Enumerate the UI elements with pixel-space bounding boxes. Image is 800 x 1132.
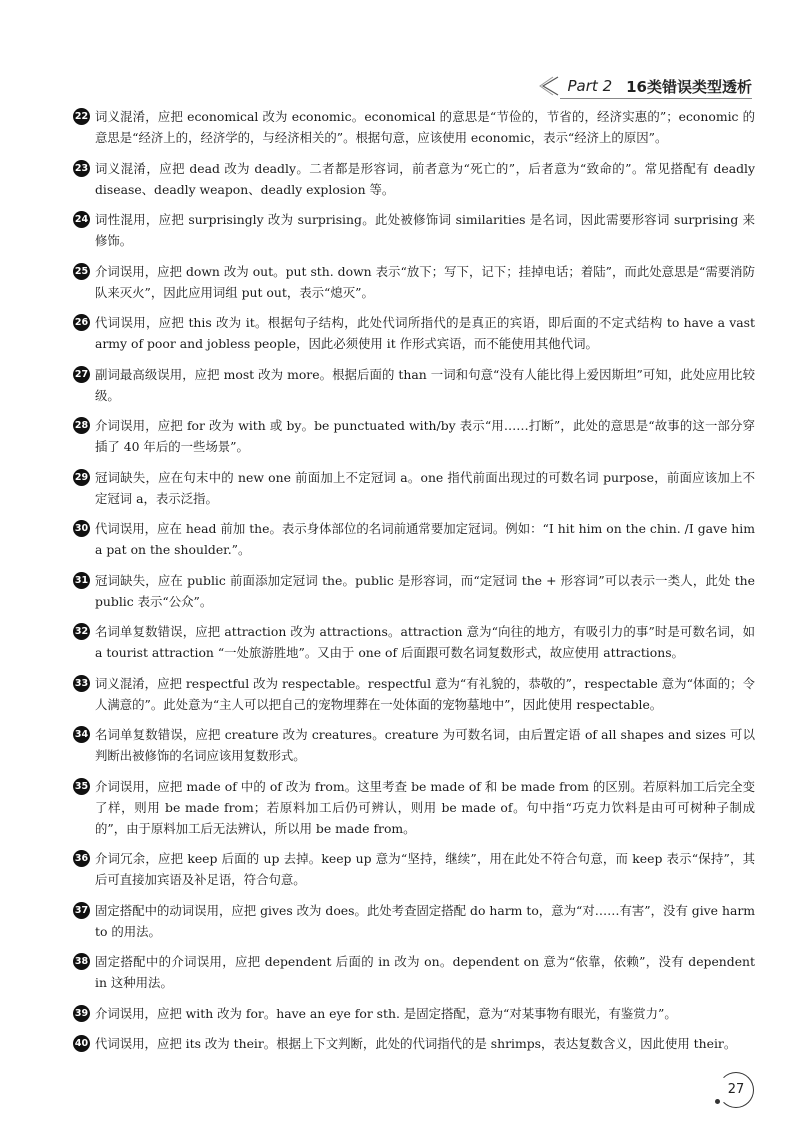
item-number-badge: 28 xyxy=(73,417,90,434)
item-text: 介词误用，应把 with 改为 for。have an eye for sth. 是固定搭配，意为“对某事物有眼光，有鉴赏力”。 xyxy=(95,1005,677,1021)
item-number-badge: 36 xyxy=(73,850,90,867)
item-number-badge: 29 xyxy=(73,469,90,486)
answer-item xyxy=(73,467,755,509)
item-number-badge: 40 xyxy=(73,1035,90,1052)
item-text: 介词误用，应把 down 改为 out。put sth. down 表示“放下；写下，记下；挂掉电话；着陆”，而此处意思是“需要消防队来灭火”，因此应用词组 put out，表示“熄灭”。 xyxy=(95,263,755,300)
item-text: 词义混淆，应把 economical 改为 economic。economical 的意思是“节俭的，节省的，经济实惠的”；economic 的意思是“经济上的，经济学的，与经济相关的”。根据句意，应该使用 economic，表示“经济上的原因”。 xyxy=(95,109,755,145)
answer-item xyxy=(73,1003,755,1024)
item-number-badge: 23 xyxy=(73,160,90,177)
item-text: 名词单复数错误，应把 attraction 改为 attractions。attraction 意为“向往的地方，有吸引力的事”时是可数名词，如 a tourist attraction “一处旅游胜地”。又由于 one of 后面跟可数名词复数形式，故应使用 attractions。 xyxy=(95,624,755,660)
item-text: 名词单复数错误，应把 creature 改为 creatures。creature 为可数名词，由后置定语 of all shapes and sizes 可以判断出被修饰的名词应该用复数形式。 xyxy=(95,727,755,763)
section-title: 16类错误类型透析 xyxy=(626,77,752,96)
answer-item xyxy=(73,621,755,663)
item-number-badge: 34 xyxy=(73,726,90,743)
item-number-badge: 39 xyxy=(73,1005,90,1022)
item-text: 词义混淆，应把 respectful 改为 respectable。respectful 意为“有礼貌的，恭敬的”，respectable 意为“体面的；令人满意的”。此处意为“主人可以把自己的宠物埋葬在一处体面的宠物墓地中”，因此使用 respectable。 xyxy=(95,675,755,712)
page-number-dot xyxy=(715,1099,720,1104)
item-text: 代词误用，应把 its 改为 their。根据上下文判断，此处的代词指代的是 shrimps，表达复数含义，因此使用 their。 xyxy=(95,1036,737,1051)
answer-item xyxy=(73,951,755,993)
item-number-badge: 37 xyxy=(73,902,90,919)
answer-item xyxy=(73,106,755,148)
item-text: 代词误用，应在 head 前加 the。表示身体部位的名词前通常要加定冠词。例如：“I hit him on the chin. /I gave him a pat on the shoulder.”。 xyxy=(95,521,755,557)
answer-item xyxy=(73,158,755,200)
item-number-badge: 33 xyxy=(73,675,90,692)
answer-item xyxy=(73,673,755,715)
item-number-badge: 32 xyxy=(73,623,90,640)
answer-item xyxy=(73,570,755,612)
item-text: 固定搭配中的介词误用，应把 dependent 后面的 in 改为 on。dependent on 意为“依靠，依赖”，没有 dependent in 这种用法。 xyxy=(95,954,755,990)
answer-item xyxy=(73,776,755,839)
answer-item xyxy=(73,209,755,251)
item-text: 冠词缺失，应在 public 前面添加定冠词 the。public 是形容词，而“定冠词 the + 形容词”可以表示一类人，此处 the public 表示“公众”。 xyxy=(95,572,755,609)
answer-item xyxy=(73,312,755,354)
item-text: 代词误用，应把 this 改为 it。根据句子结构，此处代词所指代的是真正的宾语，即后面的不定式结构 to have a vast army of poor and jobless people，因此必须使用 it 作形式宾语，而不能使用其他代词。 xyxy=(95,315,755,351)
answer-item xyxy=(73,415,755,457)
item-number-badge: 31 xyxy=(73,572,90,589)
header-divider xyxy=(560,98,752,99)
item-number-badge: 26 xyxy=(73,314,90,331)
item-text: 介词误用，应把 made of 中的 of 改为 from。这里考查 be made of 和 be made from 的区别。若原料加工后完全变了样，则用 be made from；若原料加工后仍可辨认，则用 be made of。句中指“巧克力饮料是由可可树种子制成的”，由于原料加工后无法辨认，所以用 be made from。 xyxy=(95,778,755,836)
item-number-badge: 24 xyxy=(73,211,90,228)
item-text: 介词冗余，应把 keep 后面的 up 去掉。keep up 意为“坚持，继续”，用在此处不符合句意，而 keep 表示“保持”，其后可直接加宾语及补足语，符合句意。 xyxy=(95,851,755,887)
answer-item xyxy=(73,364,755,406)
item-number-badge: 25 xyxy=(73,263,90,280)
item-number-badge: 35 xyxy=(73,778,90,795)
item-number-badge: 27 xyxy=(73,366,90,383)
item-text: 介词误用，应把 for 改为 with 或 by。be punctuated with/by 表示“用……打断”，此处的意思是“故事的这一部分穿插了 40 年后的一些场景”。 xyxy=(95,418,755,454)
part-marker-icon xyxy=(538,74,562,98)
answer-item xyxy=(73,900,755,942)
answer-item xyxy=(73,724,755,766)
answer-item xyxy=(73,518,755,560)
item-number-badge: 22 xyxy=(73,108,90,125)
item-text: 词性混用，应把 surprisingly 改为 surprising。此处被修饰词 similarities 是名词，因此需要形容词 surprising 来修饰。 xyxy=(95,212,755,248)
page-header xyxy=(538,74,752,98)
answer-item xyxy=(73,848,755,890)
item-number-badge: 30 xyxy=(73,520,90,537)
item-text: 副词最高级误用，应把 most 改为 more。根据后面的 than 一词和句意“没有人能比得上爱因斯坦”可知，此处应用比较级。 xyxy=(95,366,755,403)
page-number: 27 xyxy=(718,1072,754,1108)
answer-list xyxy=(73,106,755,1064)
answer-item xyxy=(73,261,755,303)
item-number-badge: 38 xyxy=(73,953,90,970)
item-text: 词义混淆，应把 dead 改为 deadly。二者都是形容词，前者意为“死亡的”，后者意为“致命的”。常见搭配有 deadly disease、deadly weapon、deadly explosion 等。 xyxy=(95,160,755,197)
part-label: Part 2 xyxy=(567,77,613,95)
item-text: 冠词缺失，应在句末中的 new one 前面加上不定冠词 a。one 指代前面出现过的可数名词 purpose，前面应该加上不定冠词 a，表示泛指。 xyxy=(95,469,755,506)
item-text: 固定搭配中的动词误用，应把 gives 改为 does。此处考查固定搭配 do harm to，意为“对……有害”，没有 give harm to 的用法。 xyxy=(95,902,755,939)
answer-item xyxy=(73,1033,755,1054)
